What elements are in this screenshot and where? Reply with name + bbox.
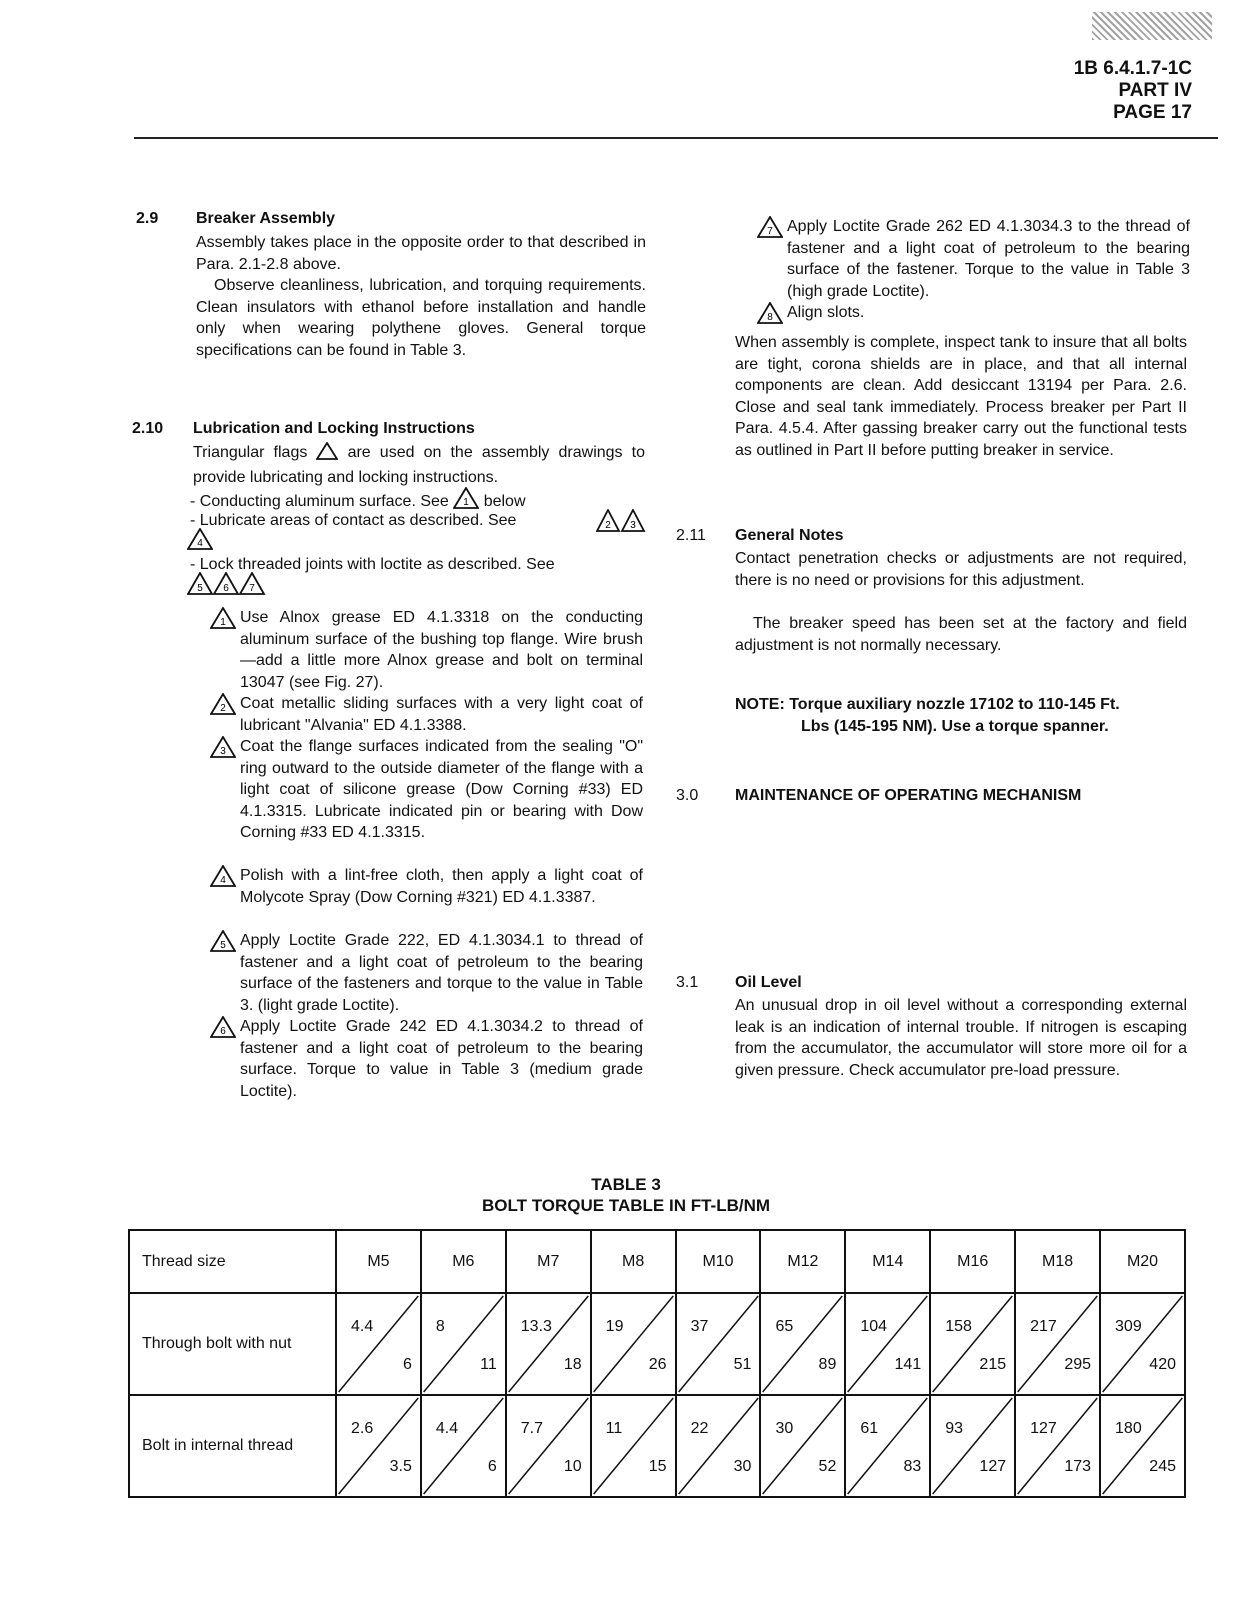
diagonal-divider — [846, 1294, 929, 1394]
ft-lb-value: 11 — [605, 1420, 623, 1437]
diagonal-divider — [761, 1396, 844, 1496]
paragraph: When assembly is complete, inspect tank to insure that all bolts are tight, corona shields are in place, and that all internal components are clean. Add desiccant 13194 per Para. 2.6. Close and seal tank immediately. Process breaker per Part II Para. 4.5.4. After gassing breaker carry out the functional tests as outlined in Part II before putting breaker in service. — [735, 334, 1187, 459]
flag-8-icon — [757, 302, 783, 331]
flag-1-icon — [210, 607, 236, 636]
diagonal-divider — [931, 1294, 1014, 1394]
flag-3-icon — [210, 736, 236, 765]
ft-lb-value: 13.3 — [520, 1318, 552, 1335]
ft-lb-value: 65 — [775, 1318, 794, 1335]
ft-lb-value: 93 — [945, 1420, 964, 1437]
doc-number: 1B 6.4.1.7-1C — [1073, 58, 1192, 79]
torque-cell — [1015, 1395, 1100, 1497]
nm-value: 30 — [733, 1458, 752, 1475]
paragraph: The breaker speed has been set at the factory and field adjustment is not normally necessary. — [735, 615, 1187, 654]
diagonal-divider — [677, 1396, 760, 1496]
torque-cell-inner — [931, 1294, 1014, 1394]
flag-item — [767, 216, 1190, 302]
torque-cell — [591, 1395, 676, 1497]
flag-5-icon — [210, 930, 236, 959]
note-block — [735, 694, 1187, 738]
ft-lb-value: 19 — [605, 1318, 624, 1335]
svg-text:8: 8 — [767, 312, 773, 323]
torque-cell — [506, 1293, 591, 1395]
svg-text:1: 1 — [220, 617, 226, 628]
torque-cell-inner — [507, 1294, 590, 1394]
diagonal-divider — [846, 1396, 929, 1496]
diagonal-divider — [1101, 1396, 1184, 1496]
header-cell: M18 — [1015, 1230, 1100, 1293]
row-label: Through bolt with nut — [129, 1293, 336, 1395]
nm-value: 83 — [903, 1458, 922, 1475]
torque-cell-inner — [1101, 1396, 1184, 1496]
flag-text: Polish with a lint-free cloth, then apply a light coat of Molycote Spray (Dow Corning #321) ED 4.1.3387. — [240, 867, 643, 906]
nm-value: 26 — [648, 1356, 667, 1373]
ft-lb-value: 309 — [1115, 1318, 1142, 1335]
note-line: Lbs (145-195 NM). Use a torque spanner. — [801, 718, 1109, 735]
flag-item — [767, 302, 1190, 324]
header-cell: M14 — [845, 1230, 930, 1293]
ft-lb-value: 7.7 — [520, 1420, 544, 1437]
svg-text:4: 4 — [220, 875, 226, 886]
svg-text:6: 6 — [223, 583, 229, 594]
flag-item — [220, 930, 643, 1016]
diagonal-divider — [761, 1294, 844, 1394]
torque-cell — [336, 1395, 421, 1497]
svg-text:3: 3 — [630, 520, 636, 531]
ft-lb-value: 4.4 — [435, 1420, 459, 1437]
torque-cell-inner — [761, 1294, 844, 1394]
torque-cell-inner — [677, 1294, 760, 1394]
table-row — [129, 1293, 1185, 1395]
flag-text: Apply Loctite Grade 262 ED 4.1.3034.3 to the thread of fastener and a light coat of petroleum to the bearing surface of the fastener. Torque to the value in Table 3 (high grade Loctite). — [787, 218, 1190, 300]
section-number: 3.1 — [676, 974, 699, 991]
header-rule — [134, 137, 1218, 139]
intro-text: are used on the assembly drawings to provide lubricating and locking instructions. — [193, 444, 645, 486]
header-cell: M6 — [421, 1230, 506, 1293]
ft-lb-value: 22 — [690, 1420, 709, 1437]
flag-2-3-icon — [596, 509, 646, 533]
svg-text:7: 7 — [767, 226, 773, 237]
diagonal-divider — [1016, 1294, 1099, 1394]
table-title: TABLE 3 — [591, 1175, 661, 1194]
nm-value: 18 — [563, 1356, 582, 1373]
section-title: Oil Level — [735, 974, 802, 991]
section-number: 2.9 — [136, 210, 159, 227]
flag-item — [220, 607, 643, 693]
section-title: Lubrication and Locking Instructions — [193, 420, 475, 437]
ft-lb-value: 217 — [1030, 1318, 1057, 1335]
torque-cell — [506, 1395, 591, 1497]
nm-value: 51 — [733, 1356, 752, 1373]
ft-lb-value: 2.6 — [351, 1420, 374, 1437]
torque-cell — [676, 1395, 761, 1497]
ft-lb-value: 37 — [690, 1318, 709, 1335]
flag-text: Coat metallic sliding surfaces with a very light coat of lubricant "Alvania" ED 4.1.3388. — [240, 695, 643, 734]
torque-cell — [676, 1293, 761, 1395]
diagonal-divider — [422, 1294, 505, 1394]
svg-text:1: 1 — [463, 497, 470, 508]
flag-7-icon — [757, 216, 783, 245]
header-cell: M7 — [506, 1230, 591, 1293]
diagonal-divider — [337, 1294, 420, 1394]
page-header — [1074, 58, 1192, 124]
diagonal-divider — [337, 1396, 420, 1496]
torque-cell — [930, 1293, 1015, 1395]
torque-cell — [421, 1293, 506, 1395]
intro-text: Triangular flags — [193, 444, 308, 461]
torque-cell-inner — [846, 1396, 929, 1496]
flag-text: Apply Loctite Grade 222, ED 4.1.3034.1 to thread of fastener and a light coat of petroleum to the bearing surface of the fasteners and torque to the value in Table 3. (light grade Loctite). — [240, 932, 643, 1014]
ft-lb-value: 127 — [1030, 1420, 1057, 1437]
flag-text: Coat the flange surfaces indicated from the sealing "O" ring outward to the outside diameter of the flange with a light coat of silicone grease (Dow Corning #33) ED 4.1.3315. Lubricate indicated pin or bearing with Dow Corning #33 ED 4.1.3315. — [240, 738, 643, 842]
nm-value: 6 — [487, 1458, 497, 1475]
bullet-text: - Conducting aluminum surface. See — [190, 493, 449, 510]
nm-value: 127 — [979, 1458, 1007, 1475]
torque-cell-inner — [761, 1396, 844, 1496]
header-cell: Thread size — [129, 1230, 336, 1293]
page-label: PAGE 17 — [1113, 102, 1192, 123]
scan-noise — [1092, 12, 1212, 40]
torque-cell-inner — [677, 1396, 760, 1496]
flag-item — [220, 736, 643, 844]
svg-text:2: 2 — [220, 703, 226, 714]
torque-cell-inner — [422, 1396, 505, 1496]
ft-lb-value: 30 — [775, 1420, 794, 1437]
section-title: MAINTENANCE OF OPERATING MECHANISM — [735, 787, 1082, 804]
nm-value: 10 — [563, 1458, 582, 1475]
flag-text: Align slots. — [787, 304, 865, 321]
torque-cell — [1100, 1293, 1185, 1395]
nm-value: 11 — [480, 1356, 497, 1373]
nm-value: 15 — [648, 1458, 667, 1475]
torque-cell — [591, 1293, 676, 1395]
part-label: PART IV — [1118, 80, 1192, 101]
diagonal-divider — [507, 1294, 590, 1394]
flag-icons — [596, 509, 646, 538]
svg-text:2: 2 — [605, 520, 611, 531]
torque-cell-inner — [337, 1294, 420, 1394]
bullet-text: - Lubricate areas of contact as described. See — [190, 512, 517, 529]
flag-2-icon — [210, 693, 236, 722]
section-number: 3.0 — [676, 787, 699, 804]
diagonal-divider — [422, 1396, 505, 1496]
nm-value: 6 — [402, 1356, 412, 1373]
table-subtitle: BOLT TORQUE TABLE IN FT-LB/NM — [481, 1196, 771, 1215]
torque-cell — [845, 1395, 930, 1497]
torque-cell-inner — [931, 1396, 1014, 1496]
note-line: NOTE: Torque auxiliary nozzle 17102 to 110-145 Ft. — [735, 696, 1120, 713]
table-header-row — [129, 1230, 1185, 1293]
ft-lb-value: 158 — [945, 1318, 972, 1335]
torque-cell-inner — [592, 1396, 675, 1496]
torque-cell-inner — [422, 1294, 505, 1394]
flag-4-icon — [210, 865, 236, 894]
torque-cell-inner — [1016, 1294, 1099, 1394]
header-cell: M5 — [336, 1230, 421, 1293]
row-label: Bolt in internal thread — [129, 1395, 336, 1497]
svg-text:3: 3 — [220, 746, 226, 757]
svg-text:5: 5 — [220, 940, 226, 951]
nm-value: 215 — [979, 1356, 1007, 1373]
nm-value: 295 — [1064, 1356, 1092, 1373]
diagonal-divider — [507, 1396, 590, 1496]
bullet-text: - Lock threaded joints with loctite as described. See — [190, 556, 555, 573]
bullet-text: below — [483, 493, 526, 510]
header-cell: M8 — [591, 1230, 676, 1293]
torque-cell — [930, 1395, 1015, 1497]
torque-cell — [1015, 1293, 1100, 1395]
flag-5-6-7-icon — [187, 572, 267, 601]
torque-cell-inner — [592, 1294, 675, 1394]
nm-value: 245 — [1149, 1458, 1176, 1475]
nm-value: 420 — [1149, 1356, 1176, 1373]
section-number: 2.10 — [132, 420, 164, 437]
paragraph: An unusual drop in oil level without a corresponding external leak is an indication of internal trouble. If nitrogen is escaping from the accumulator, the accumulator will store more oil for a given pressure. Check accumulator pre-load pressure. — [735, 997, 1187, 1079]
torque-cell — [845, 1293, 930, 1395]
flag-text: Apply Loctite Grade 242 ED 4.1.3034.2 to thread of fastener and a light coat of petroleum to the bearing surface. Torque to value in Table 3 (medium grade Loctite). — [240, 1018, 643, 1100]
nm-value: 173 — [1064, 1458, 1092, 1475]
paragraph: Assembly takes place in the opposite order to that described in Para. 2.1-2.8 above. — [196, 234, 646, 273]
torque-cell-inner — [846, 1294, 929, 1394]
section-title: Breaker Assembly — [196, 210, 336, 227]
table-row — [129, 1395, 1185, 1497]
ft-lb-value: 8 — [435, 1318, 445, 1335]
nm-value: 141 — [894, 1356, 922, 1373]
flag-text: Use Alnox grease ED 4.1.3318 on the conducting aluminum surface of the bushing top flange. Wire brush—add a little more Alnox grease and bolt on terminal 13047 (see Fig. 27). — [240, 609, 643, 691]
ft-lb-value: 104 — [860, 1318, 888, 1335]
nm-value: 3.5 — [389, 1458, 412, 1475]
flag-item — [220, 693, 643, 736]
paragraph: Contact penetration checks or adjustments are not required, there is no need or provisions for this adjustment. — [735, 550, 1187, 589]
torque-cell — [336, 1293, 421, 1395]
torque-cell — [760, 1395, 845, 1497]
torque-cell — [1100, 1395, 1185, 1497]
paragraph — [193, 442, 645, 488]
svg-text:7: 7 — [249, 583, 255, 594]
diagonal-divider — [592, 1294, 675, 1394]
header-cell: M16 — [930, 1230, 1015, 1293]
section-number: 2.11 — [676, 527, 706, 544]
torque-cell — [760, 1293, 845, 1395]
torque-cell-inner — [507, 1396, 590, 1496]
bolt-torque-table — [128, 1229, 1186, 1498]
torque-cell-inner — [1016, 1396, 1099, 1496]
diagonal-divider — [677, 1294, 760, 1394]
diagonal-divider — [1101, 1294, 1184, 1394]
ft-lb-value: 180 — [1115, 1420, 1142, 1437]
diagonal-divider — [931, 1396, 1014, 1496]
ft-lb-value: 61 — [860, 1420, 879, 1437]
flag-6-icon — [210, 1016, 236, 1045]
diagonal-divider — [592, 1396, 675, 1496]
warning-triangle-icon — [316, 442, 338, 467]
header-cell: M10 — [676, 1230, 761, 1293]
torque-cell-inner — [1101, 1294, 1184, 1394]
nm-value: 89 — [818, 1356, 837, 1373]
header-cell: M12 — [760, 1230, 845, 1293]
flag-item — [220, 865, 643, 908]
paragraph: Observe cleanliness, lubrication, and torquing requirements. Clean insulators with ethanol before installation and handle only when wearing polythene gloves. General torque specifications can be found in Table 3. — [196, 277, 646, 359]
svg-text:5: 5 — [197, 583, 203, 594]
flag-4-icon — [187, 528, 213, 555]
header-cell: M20 — [1100, 1230, 1185, 1293]
svg-text:6: 6 — [220, 1026, 226, 1037]
svg-text:4: 4 — [197, 538, 203, 549]
diagonal-divider — [1016, 1396, 1099, 1496]
section-title: General Notes — [735, 527, 844, 544]
torque-cell — [421, 1395, 506, 1497]
ft-lb-value: 4.4 — [351, 1318, 374, 1335]
torque-cell-inner — [337, 1396, 420, 1496]
flag-item — [220, 1016, 643, 1102]
nm-value: 52 — [818, 1458, 837, 1475]
